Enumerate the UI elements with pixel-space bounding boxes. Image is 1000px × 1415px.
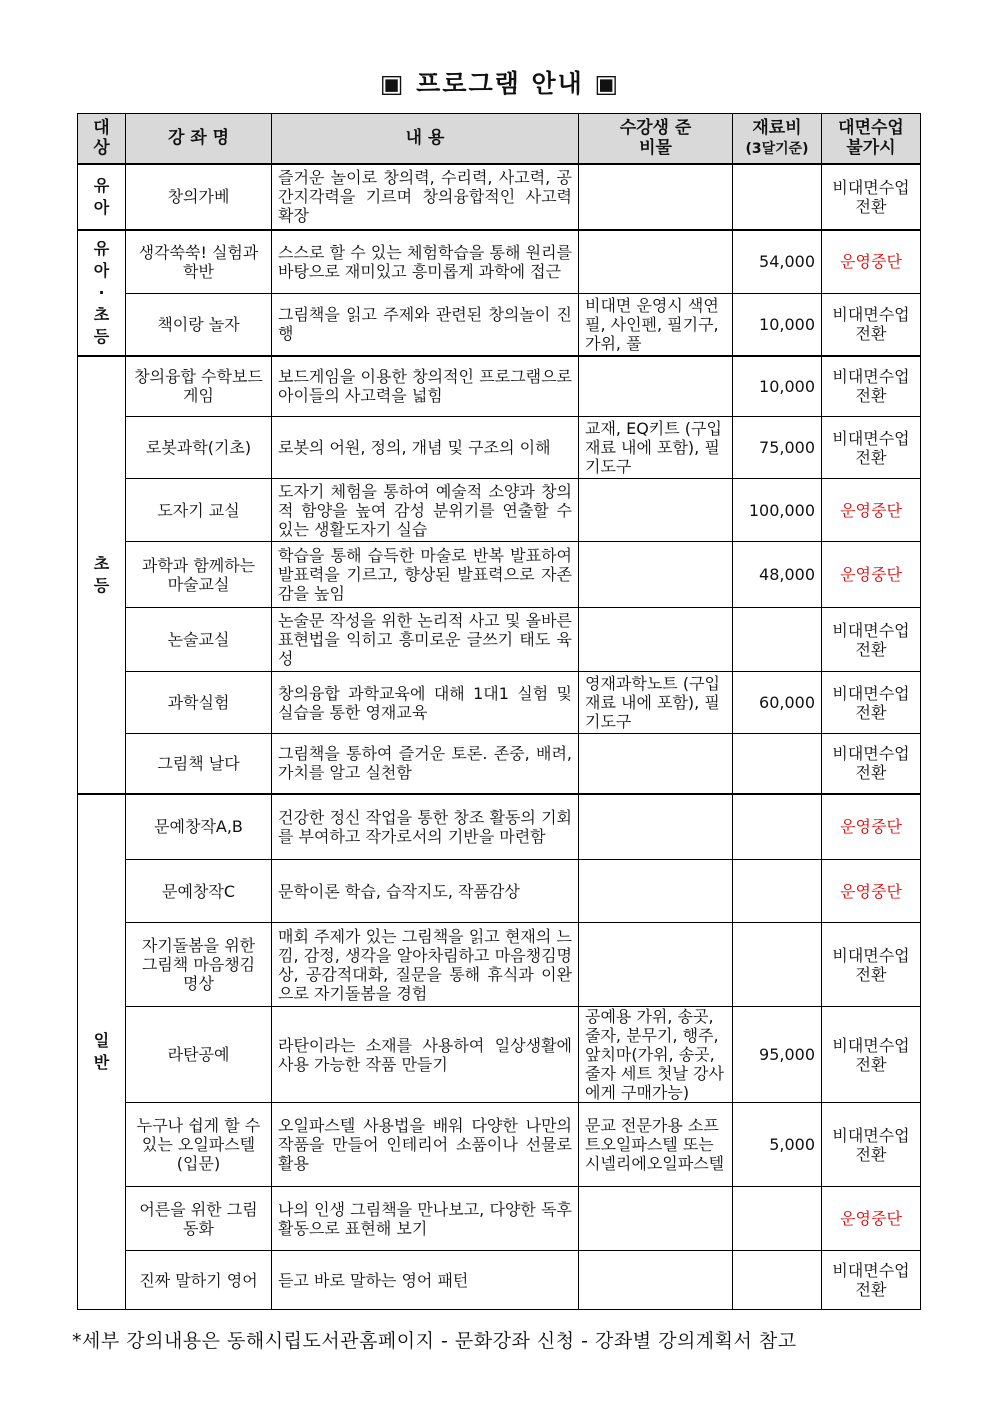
course-status: 비대면수업 전환 xyxy=(822,1251,921,1310)
table-body xyxy=(78,164,921,1310)
program-table xyxy=(77,113,921,1310)
course-content: 건강한 정신 작업을 통한 창조 활동의 기회를 부여하고 작가로서의 기반을 마련함 xyxy=(272,794,579,860)
course-fee xyxy=(733,1251,822,1310)
course-content: 문학이론 학습, 습작지도, 작품감상 xyxy=(272,860,579,923)
course-materials xyxy=(579,164,733,230)
course-name: 어른을 위한 그림동화 xyxy=(126,1187,272,1251)
table-row xyxy=(78,923,921,1007)
table-row xyxy=(78,794,921,860)
course-materials xyxy=(579,734,733,794)
course-content: 논술문 작성을 위한 논리적 사고 및 올바른 표현법을 익히고 흥미로운 글쓰기 태도 육성 xyxy=(272,608,579,672)
table-header-row xyxy=(78,114,921,164)
course-content: 로봇의 어원, 정의, 개념 및 구조의 이해 xyxy=(272,417,579,479)
course-materials: 비대면 운영시 색연필, 사인펜, 필기구, 가위, 풀 xyxy=(579,294,733,356)
course-fee: 100,000 xyxy=(733,479,822,542)
table-row xyxy=(78,230,921,294)
course-name: 논술교실 xyxy=(126,608,272,672)
course-materials xyxy=(579,923,733,1007)
course-name: 그림책 날다 xyxy=(126,734,272,794)
table-row xyxy=(78,542,921,608)
course-status: 비대면수업 전환 xyxy=(822,164,921,230)
course-materials: 문교 전문가용 소프트오일파스텔 또는 시넬리에오일파스텔 xyxy=(579,1103,733,1187)
course-status: 운영중단 xyxy=(822,860,921,923)
target-cell xyxy=(78,794,126,1310)
course-content: 도자기 체험을 통하여 예술적 소양과 창의적 함양을 높여 감성 분위기를 연출할 수 있는 생활도자기 실습 xyxy=(272,479,579,542)
target-label: 초등 xyxy=(93,553,110,595)
table-row xyxy=(78,608,921,672)
table-row xyxy=(78,1007,921,1103)
course-content: 그림책을 통하여 즐거운 토론. 존중, 배려, 가치를 알고 실천함 xyxy=(272,734,579,794)
course-content: 창의융합 과학교육에 대해 1대1 실험 및 실습을 통한 영재교육 xyxy=(272,672,579,734)
course-name: 창의융합 수학보드게임 xyxy=(126,356,272,417)
course-content: 그림책을 읽고 주제와 관련된 창의놀이 진행 xyxy=(272,294,579,356)
course-name: 라탄공예 xyxy=(126,1007,272,1103)
course-content: 라탄이라는 소재를 사용하여 일상생활에 사용 가능한 작품 만들기 xyxy=(272,1007,579,1103)
course-content: 스스로 할 수 있는 체험학습을 통해 원리를 바탕으로 재미있고 흥미롭게 과학에 접근 xyxy=(272,230,579,294)
course-materials xyxy=(579,479,733,542)
header-fee: 재료비 (3달기준) xyxy=(733,114,822,164)
course-name: 문예창작A,B xyxy=(126,794,272,860)
course-fee: 10,000 xyxy=(733,356,822,417)
course-name: 책이랑 놀자 xyxy=(126,294,272,356)
course-materials: 영재과학노트 (구입재료 내에 포함), 필기도구 xyxy=(579,672,733,734)
course-materials: 교재, EQ키트 (구입재료 내에 포함), 필기도구 xyxy=(579,417,733,479)
course-status: 비대면수업 전환 xyxy=(822,1007,921,1103)
table-row xyxy=(78,672,921,734)
course-name: 생각쑥쑥! 실험과학반 xyxy=(126,230,272,294)
header-content: 내 용 xyxy=(272,114,579,164)
course-content: 오일파스텔 사용법을 배워 다양한 나만의 작품을 만들어 인테리어 소품이나 선물로 활용 xyxy=(272,1103,579,1187)
course-content: 듣고 바로 말하는 영어 패턴 xyxy=(272,1251,579,1310)
course-status: 운영중단 xyxy=(822,794,921,860)
table-row xyxy=(78,1187,921,1251)
course-name: 누구나 쉽게 할 수 있는 오일파스텔(입문) xyxy=(126,1103,272,1187)
course-fee: 48,000 xyxy=(733,542,822,608)
course-name: 창의가베 xyxy=(126,164,272,230)
header-materials: 수강생 준비물 xyxy=(579,114,733,164)
course-name: 진짜 말하기 영어 xyxy=(126,1251,272,1310)
course-name: 도자기 교실 xyxy=(126,479,272,542)
course-materials xyxy=(579,860,733,923)
table-row xyxy=(78,356,921,417)
target-label: 유아 xyxy=(93,175,110,217)
course-materials xyxy=(579,1251,733,1310)
header-target: 대상 xyxy=(78,114,126,164)
target-label: 일반 xyxy=(93,1030,110,1072)
course-fee xyxy=(733,794,822,860)
course-fee xyxy=(733,164,822,230)
table-row xyxy=(78,479,921,542)
course-status: 비대면수업 전환 xyxy=(822,672,921,734)
course-name: 자기돌봄을 위한 그림책 마음챙김 명상 xyxy=(126,923,272,1007)
table-row xyxy=(78,1251,921,1310)
header-status: 대면수업 불가시 xyxy=(822,114,921,164)
course-status: 운영중단 xyxy=(822,230,921,294)
course-content: 매회 주제가 있는 그림책을 읽고 현재의 느낌, 감정, 생각을 알아차림하고 마음챙김명상, 공감적대화, 질문을 통해 휴식과 이완으로 자기돌봄을 경험 xyxy=(272,923,579,1007)
table-row xyxy=(78,860,921,923)
course-content: 즐거운 놀이로 창의력, 수리력, 사고력, 공간지각력을 기르며 창의융합적인 사고력 확장 xyxy=(272,164,579,230)
table-row xyxy=(78,734,921,794)
course-name: 문예창작C xyxy=(126,860,272,923)
course-materials xyxy=(579,356,733,417)
course-fee: 5,000 xyxy=(733,1103,822,1187)
course-fee xyxy=(733,923,822,1007)
course-materials xyxy=(579,542,733,608)
course-content: 학습을 통해 습득한 마술로 반복 발표하여 발표력을 기르고, 향상된 발표력으로 자존감을 높임 xyxy=(272,542,579,608)
course-status: 비대면수업 전환 xyxy=(822,734,921,794)
course-name: 과학실험 xyxy=(126,672,272,734)
course-materials xyxy=(579,230,733,294)
course-fee: 54,000 xyxy=(733,230,822,294)
course-fee xyxy=(733,860,822,923)
course-status: 운영중단 xyxy=(822,479,921,542)
footnote: *세부 강의내용은 동해시립도서관홈페이지 - 문화강좌 신청 - 강좌별 강의계획서 참고 xyxy=(72,1330,797,1352)
course-fee: 60,000 xyxy=(733,672,822,734)
course-status: 운영중단 xyxy=(822,1187,921,1251)
course-fee: 10,000 xyxy=(733,294,822,356)
course-status: 비대면수업 전환 xyxy=(822,417,921,479)
course-materials xyxy=(579,1187,733,1251)
course-fee xyxy=(733,734,822,794)
table-row xyxy=(78,164,921,230)
course-status: 비대면수업 전환 xyxy=(822,356,921,417)
target-label: 유아·초등 xyxy=(93,238,110,346)
target-cell xyxy=(78,230,126,356)
course-name: 과학과 함께하는 마술교실 xyxy=(126,542,272,608)
course-fee: 75,000 xyxy=(733,417,822,479)
course-name: 로봇과학(기초) xyxy=(126,417,272,479)
course-content: 나의 인생 그림책을 만나보고, 다양한 독후활동으로 표현해 보기 xyxy=(272,1187,579,1251)
course-content: 보드게임을 이용한 창의적인 프로그램으로 아이들의 사고력을 넓힘 xyxy=(272,356,579,417)
header-name: 강 좌 명 xyxy=(126,114,272,164)
course-status: 비대면수업 전환 xyxy=(822,294,921,356)
course-fee xyxy=(733,608,822,672)
table-row xyxy=(78,1103,921,1187)
course-fee: 95,000 xyxy=(733,1007,822,1103)
target-cell xyxy=(78,356,126,794)
table-row xyxy=(78,417,921,479)
course-materials xyxy=(579,608,733,672)
target-cell xyxy=(78,164,126,230)
course-status: 운영중단 xyxy=(822,542,921,608)
table-row xyxy=(78,294,921,356)
course-status: 비대면수업 전환 xyxy=(822,923,921,1007)
course-materials: 공예용 가위, 송곳, 줄자, 분무기, 행주, 앞치마(가위, 송곳, 줄자 세트 첫날 강사에게 구매가능) xyxy=(579,1007,733,1103)
page-title: ▣ 프로그램 안내 ▣ xyxy=(379,69,621,98)
course-materials xyxy=(579,794,733,860)
course-fee xyxy=(733,1187,822,1251)
course-status: 비대면수업 전환 xyxy=(822,608,921,672)
course-status: 비대면수업 전환 xyxy=(822,1103,921,1187)
